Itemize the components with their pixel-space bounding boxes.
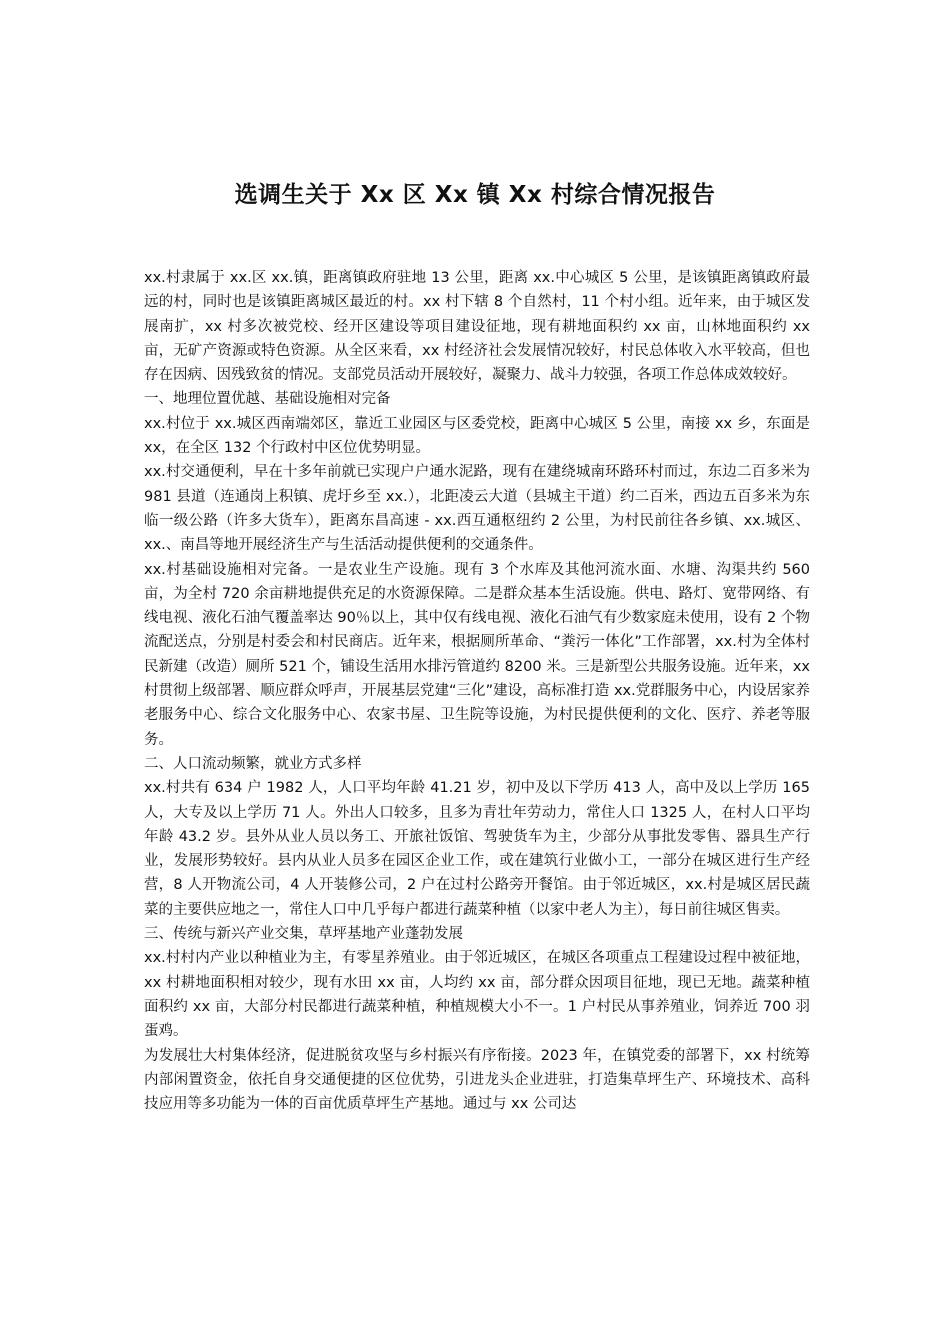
paragraph-industry: xx.村村内产业以种植业为主，有零星养殖业。由于邻近城区，在城区各项重点工程建设过程中被征地，xx 村耕地面积相对较少，现有水田 xx 亩，人均约 xx 亩，部分群众因项目征地，现已无地。蔬菜种植面积约 xx 亩，大部分村民都进行蔬菜种植，种植规模大小不一。1 户村民从事养殖业，饲养近 700 羽蛋鸡。 [144,950,810,1040]
paragraph-intro: xx.村隶属于 xx.区 xx.镇，距离镇政府驻地 13 公里，距离 xx.中心城区 5 公里，是该镇距离镇政府最远的村，同时也是该镇距离城区最近的村。xx 村下辖 8 个自然村，11 个村小组。近年来，由于城区发展南扩，xx 村多次被党校、经开区建设等项目建设征地，现有耕地面积约 xx 亩，山林地面积约 xx 亩，无矿产资源或特色资源。从全区来看，xx 村经济社会发展情况较好，村民总体收入水平较高，但也存在因病、因残致贫的情况。支部党员活动开展较好，凝聚力、战斗力较强，各项工作总体成效较好。 [144,270,810,384]
section-heading-1: 一、地理位置优越、基础设施相对完备 [144,391,391,408]
paragraph-infrastructure: xx.村基础设施相对完备。一是农业生产设施。现有 3 个水库及其他河流水面、水塘、沟渠共约 560 亩，为全村 720 余亩耕地提供充足的水资源保障。二是群众基本生活设施。供电、路灯、宽带网络、有线电视、液化石油气覆盖率达 90％以上，其中仅有线电视、液化石油气有少数家庭未使用，设有 2 个物流配送点，分别是村委会和村民商店。近年来，根据厕所革命、“粪污一体化”工作部署，xx.村为全体村民新建（改造）厕所 521 个，铺设生活用水排污管道约 8200 米。三是新型公共服务设施。近年来，xx 村贯彻上级部署、顺应群众呼声，开展基层党建“三化”建设，高标准打造 xx.党群服务中心，内设居家养老服务中心、综合文化服务中心、农家书屋、卫生院等设施，为村民提供便利的文化、医疗、养老等服务。 [144,561,810,748]
paragraph-location: xx.村位于 xx.城区西南端郊区，靠近工业园区与区委党校，距离中心城区 5 公里，南接 xx 乡，东面是 xx，在全区 132 个行政村中区位优势明显。 [144,415,810,457]
paragraph-transport: xx.村交通便利，早在十多年前就已实现户户通水泥路，现有在建绕城南环路环村而过，东边二百多米为 981 县道（连通岗上积镇、虎圩乡至 xx.），北距凌云大道（县城主干道）约二百米，西边五百多米为东临一级公路（许多大货车），距离东昌高速 - xx.西互通枢纽约 2 公里，为村民前往各乡镇、xx.城区、xx.、南昌等地开展经济生产与生活活动提供便利的交通条件。 [144,464,810,554]
section-heading-2: 二、人口流动频繁，就业方式多样 [144,755,362,772]
paragraph-lawn-base: 为发展壮大村集体经济，促进脱贫攻坚与乡村振兴有序衔接。2023 年，在镇党委的部署下，xx 村统筹内部闲置资金，依托自身交通便捷的区位优势，引进龙头企业进驻，打造集草坪生产、环境技术、高科技应用等多功能为一体的百亩优质草坪生产基地。通过与 xx 公司达 [144,1047,810,1113]
document-title: 选调生关于 Xx 区 Xx 镇 Xx 村综合情况报告 [234,182,716,208]
document-body [144,266,810,1116]
paragraph-population: xx.村共有 634 户 1982 人，人口平均年龄 41.21 岁，初中及以下学历 413 人，高中及以上学历 165 人，大专及以上学历 71 人。外出人口较多，且多为青壮年劳动力，常住人口 1325 人，在村人口平均年龄 43.2 岁。县外从业人员以务工、开旅社饭馆、驾驶货车为主，少部分从事批发零售、器具生产行业，发展形势较好。县内从业人员多在园区企业工作，或在建筑行业做小工，一部分在城区进行生产经营，8 人开物流公司，4 人开装修公司，2 户在过村公路旁开餐馆。由于邻近城区，xx.村是城区居民蔬菜的主要供应地之一，常住人口中几乎每户都进行蔬菜种植（以家中老人为主），每日前往城区售卖。 [144,780,810,918]
section-heading-3: 三、传统与新兴产业交集，草坪基地产业蓬勃发展 [144,926,463,943]
